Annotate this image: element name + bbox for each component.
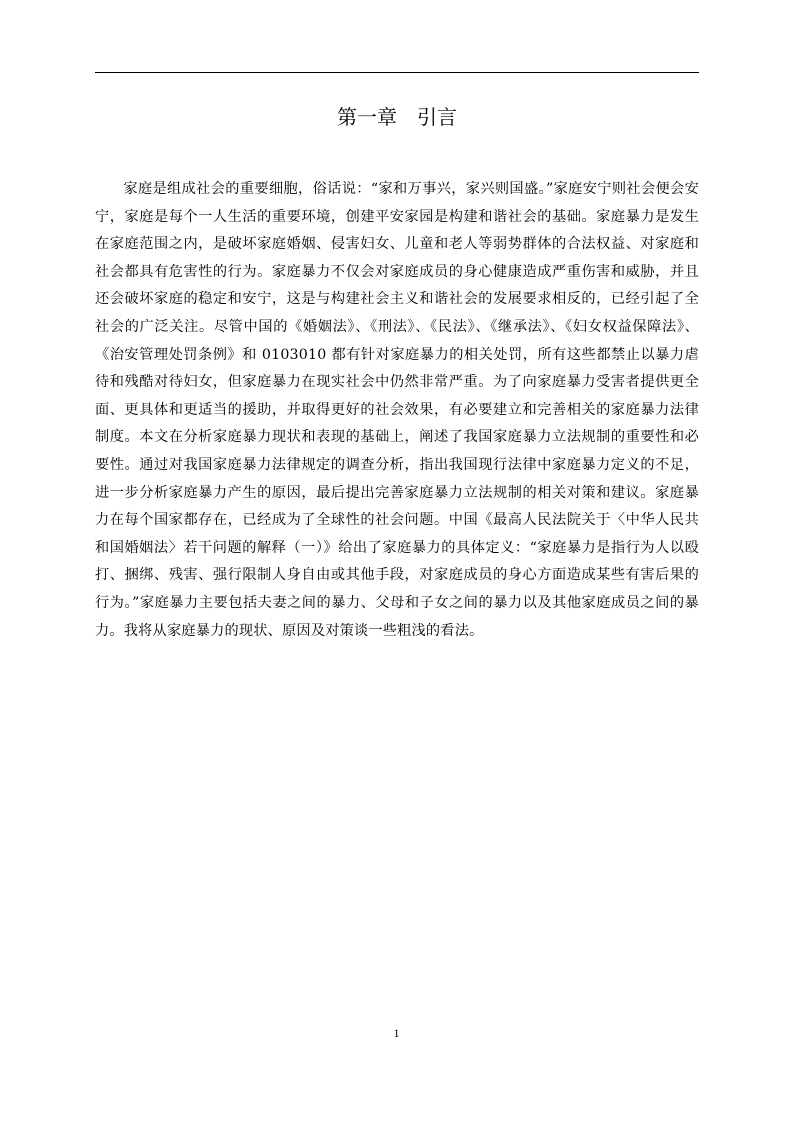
header-rule [95,72,699,73]
page-number: 1 [393,1026,400,1040]
body-paragraph: 家庭是组成社会的重要细胞，俗话说：“家和万事兴，家兴则国盛。”家庭安宁则社会便会安宁，家庭是每个一人生活的重要环境，创建平安家园是构建和谐社会的基础。家庭暴力是发生在家庭范围之内，是破坏家庭婚姻、侵害妇女、儿童和老人等弱势群体的合法权益、对家庭和社会都具有危害性的行为。家庭暴力不仅会对家庭成员的身心健康造成严重伤害和威胁，并且还会破坏家庭的稳定和安宁，这是与构建社会主义和谐社会的发展要求相反的，已经引起了全社会的广泛关注。尽管中国的《婚姻法》、《刑法》、《民法》、《继承法》、《妇女权益保障法》、《治安管理处罚条例》和 0103010 都有针对家庭暴力的相关处罚，所有这些都禁止以暴力虐待和残酷对待妇女，但家庭暴力在现实社会中仍然非常严重。为了向家庭暴力受害者提供更全面、更具体和更适当的援助，并取得更好的社会效果，有必要建立和完善相关的家庭暴力法律制度。本文在分析家庭暴力现状和表现的基础上，阐述了我国家庭暴力立法规制的重要性和必要性。通过对我国家庭暴力法律规定的调查分析，指出我国现行法律中家庭暴力定义的不足，进一步分析家庭暴力产生的原因，最后提出完善家庭暴力立法规制的相关对策和建议。家庭暴力在每个国家都存在，已经成为了全球性的社会问题。中国《最高人民法院关于〈中华人民共和国婚姻法〉若干问题的解释（一）》给出了家庭暴力的具体定义：“家庭暴力是指行为人以殴打、捆绑、残害、强行限制人身自由或其他手段，对家庭成员的身心方面造成某些有害后果的行为。”家庭暴力主要包括夫妻之间的暴力、父母和子女之间的暴力以及其他家庭成员之间的暴力。我将从家庭暴力的现状、原因及对策谈一些粗浅的看法。 [95,181,699,639]
chapter-title: 第一章 引言 [337,105,457,129]
